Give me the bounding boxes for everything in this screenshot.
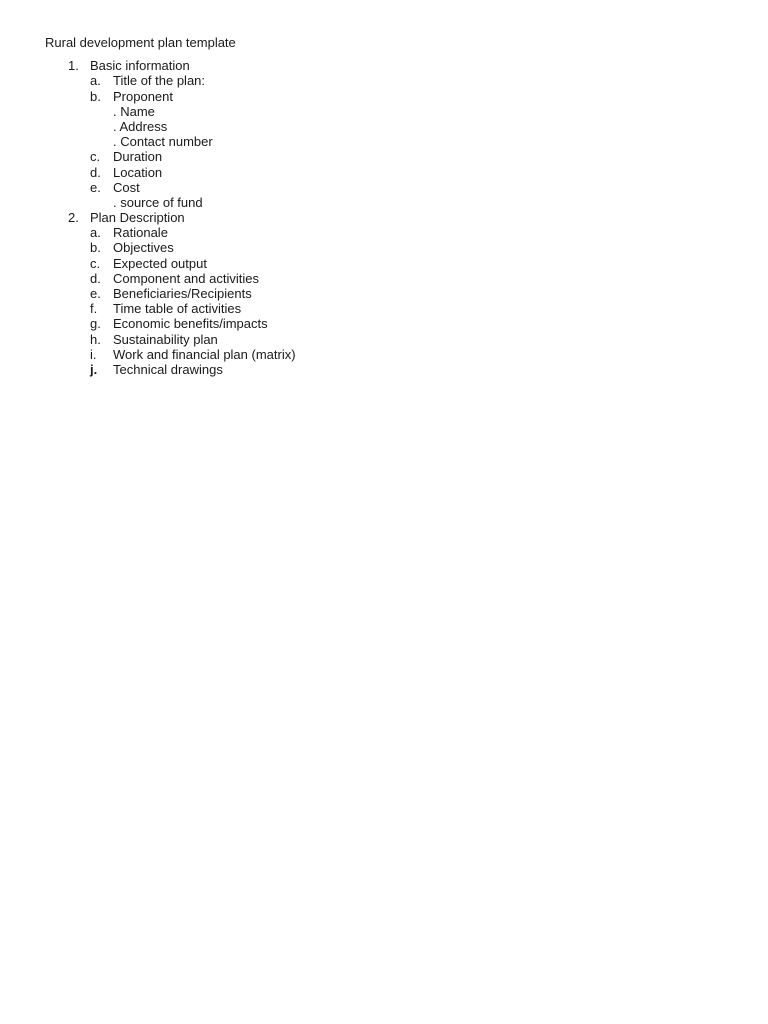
list-item [45,301,725,316]
item-label: Rationale [113,225,168,241]
sub-item-label: . Address [113,118,168,134]
item-letter: j. [90,361,98,377]
item-letter: d. [90,270,101,286]
item-label: Title of the plan: [113,73,206,89]
item-label: Component and activities [113,270,259,286]
document-body [45,35,725,377]
item-label: Technical drawings [113,361,223,377]
item-label: Time table of activities [113,301,242,317]
list-item [45,240,725,255]
item-label: Location [113,164,163,180]
item-letter: a. [90,225,101,241]
list-item [45,149,725,164]
list-item [45,332,725,347]
sub-item-label: . Name [113,103,155,119]
list-item [45,286,725,301]
item-label: Objectives [113,240,174,256]
item-letter: c. [90,255,101,271]
section-number: 1. [68,58,79,74]
list-item [45,256,725,271]
section-heading [45,210,725,225]
item-label: Proponent [113,88,173,104]
sub-item-label: . source of fund [113,194,203,210]
item-letter: h. [90,331,101,347]
item-label: Work and financial plan (matrix) [113,346,296,362]
item-letter: e. [90,179,101,195]
list-item [45,271,725,286]
item-letter: f. [90,301,98,317]
section-number: 2. [68,210,79,226]
item-letter: b. [90,240,101,256]
item-letter: b. [90,88,101,104]
item-label: Economic benefits/impacts [113,316,268,332]
sub-item [45,119,725,134]
item-label: Duration [113,149,163,165]
section-label: Plan Description [90,210,185,226]
item-letter: i. [90,346,97,362]
section-heading [45,58,725,73]
sub-item [45,195,725,210]
list-item [45,225,725,240]
item-letter: c. [90,149,101,165]
sub-item [45,104,725,119]
sub-item-label: . Contact number [113,134,213,150]
item-label: Cost [113,179,140,195]
list-item [45,362,725,377]
list-item [45,73,725,88]
item-label: Expected output [113,255,207,271]
item-letter: e. [90,286,101,302]
list-item [45,347,725,362]
item-label: Sustainability plan [113,331,218,347]
list-item [45,165,725,180]
item-letter: d. [90,164,101,180]
item-letter: g. [90,316,101,332]
list-item [45,180,725,195]
item-label: Beneficiaries/Recipients [113,286,252,302]
item-letter: a. [90,73,101,89]
list-item [45,316,725,331]
sub-item [45,134,725,149]
section-label: Basic information [90,58,190,74]
document-title: Rural development plan template [45,35,236,50]
list-item [45,89,725,104]
